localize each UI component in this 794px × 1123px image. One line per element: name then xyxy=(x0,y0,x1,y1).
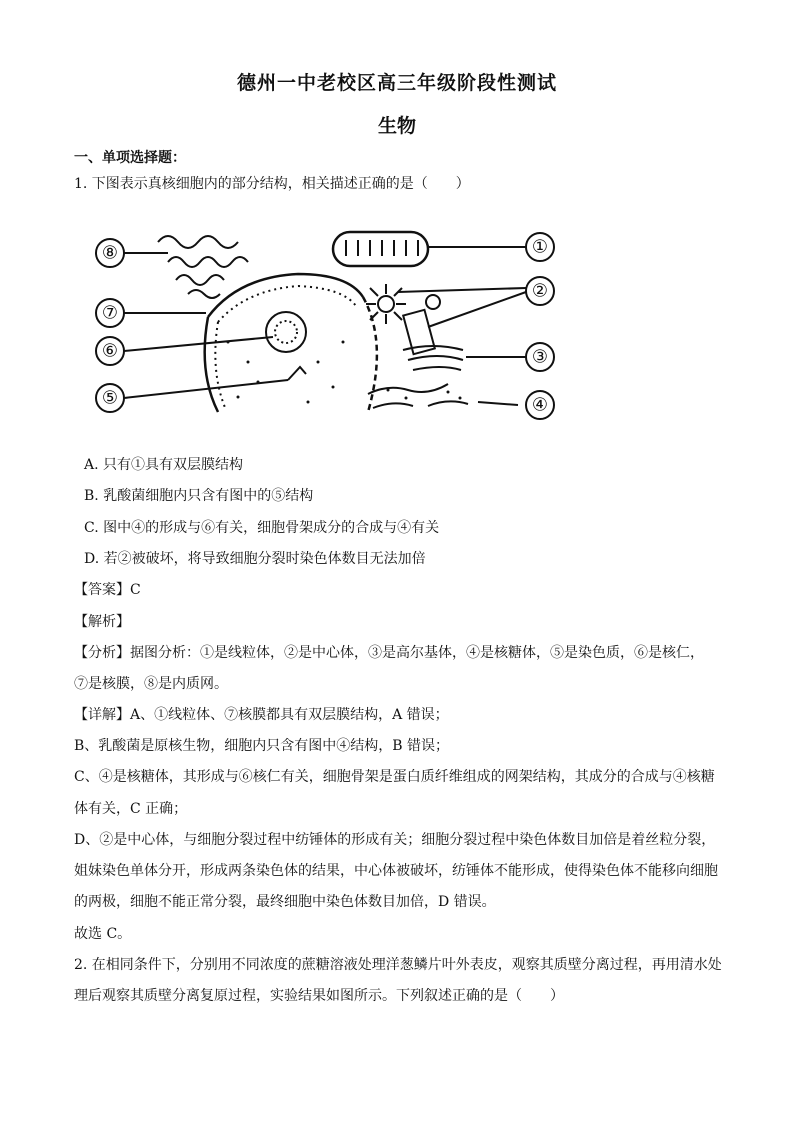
exam-subject: 生物 xyxy=(377,115,416,137)
fig-label-3: ③ xyxy=(531,346,549,368)
fig-label-7: ⑦ xyxy=(101,302,119,324)
q1-analysis-line: 【详解】A、①线粒体、⑦核膜都具有双层膜结构，A 错误； xyxy=(74,707,449,723)
q1-analysis-line: C、④是核糖体，其形成与⑥核仁有关，细胞骨架是蛋白质纤维组成的网架结构，其成分的合成与④核糖 xyxy=(74,769,715,785)
q1-answer: 【答案】C xyxy=(74,582,141,598)
q1-option-d: D. 若②被破坏，将导致细胞分裂时染色体数目无法加倍 xyxy=(84,551,426,567)
q1-analysis-line: 【分析】据图分析：①是线粒体，②是中心体，③是高尔基体，④是核糖体，⑤是染色质，⑥是核仁， xyxy=(74,645,704,661)
q2-stem-line: 理后观察其质壁分离复原过程，实验结果如图所示。下列叙述正确的是（ ） xyxy=(74,988,564,1004)
fig-label-6: ⑥ xyxy=(101,340,119,362)
cell-structure-figure xyxy=(88,222,568,432)
section-heading: 一、单项选择题： xyxy=(74,150,186,166)
exam-title: 德州一中老校区高三年级阶段性测试 xyxy=(236,72,557,94)
q1-analysis-line: 故选 C。 xyxy=(74,926,132,942)
fig-label-1: ① xyxy=(531,236,549,258)
fig-label-2: ② xyxy=(531,280,549,302)
fig-label-5: ⑤ xyxy=(101,387,119,409)
q1-stem: 1. 下图表示真核细胞内的部分结构，相关描述正确的是（ ） xyxy=(74,176,470,192)
q1-analysis-line: D、②是中心体，与细胞分裂过程中纺锤体的形成有关；细胞分裂过程中染色体数目加倍是着丝粒分裂， xyxy=(74,832,716,848)
q1-analysis-line: 姐妹染色单体分开，形成两条染色体的结果，中心体被破坏，纺锤体不能形成，使得染色体不能移向细胞 xyxy=(74,863,718,879)
q1-analysis-line: ⑦是核膜，⑧是内质网。 xyxy=(74,676,228,692)
q1-analysis-line: 的两极，细胞不能正常分裂，最终细胞中染色体数目加倍，D 错误。 xyxy=(74,894,496,910)
fig-label-8: ⑧ xyxy=(101,242,119,264)
q1-option-b: B. 乳酸菌细胞内只含有图中的⑤结构 xyxy=(84,488,314,504)
cell-diagram xyxy=(88,222,568,432)
q2-stem-line: 2. 在相同条件下，分别用不同浓度的蔗糖溶液处理洋葱鳞片叶外表皮，观察其质壁分离过程，再用清水处 xyxy=(74,957,722,973)
q1-option-c: C. 图中④的形成与⑥有关，细胞骨架成分的合成与④有关 xyxy=(84,520,440,536)
q1-analysis-line: 体有关，C 正确； xyxy=(74,801,188,817)
q1-analysis-line: B、乳酸菌是原核生物，细胞内只含有图中④结构，B 错误； xyxy=(74,738,450,754)
q1-analysis-header: 【解析】 xyxy=(74,614,130,630)
fig-label-4: ④ xyxy=(531,394,549,416)
q1-option-a: A. 只有①具有双层膜结构 xyxy=(84,457,244,473)
